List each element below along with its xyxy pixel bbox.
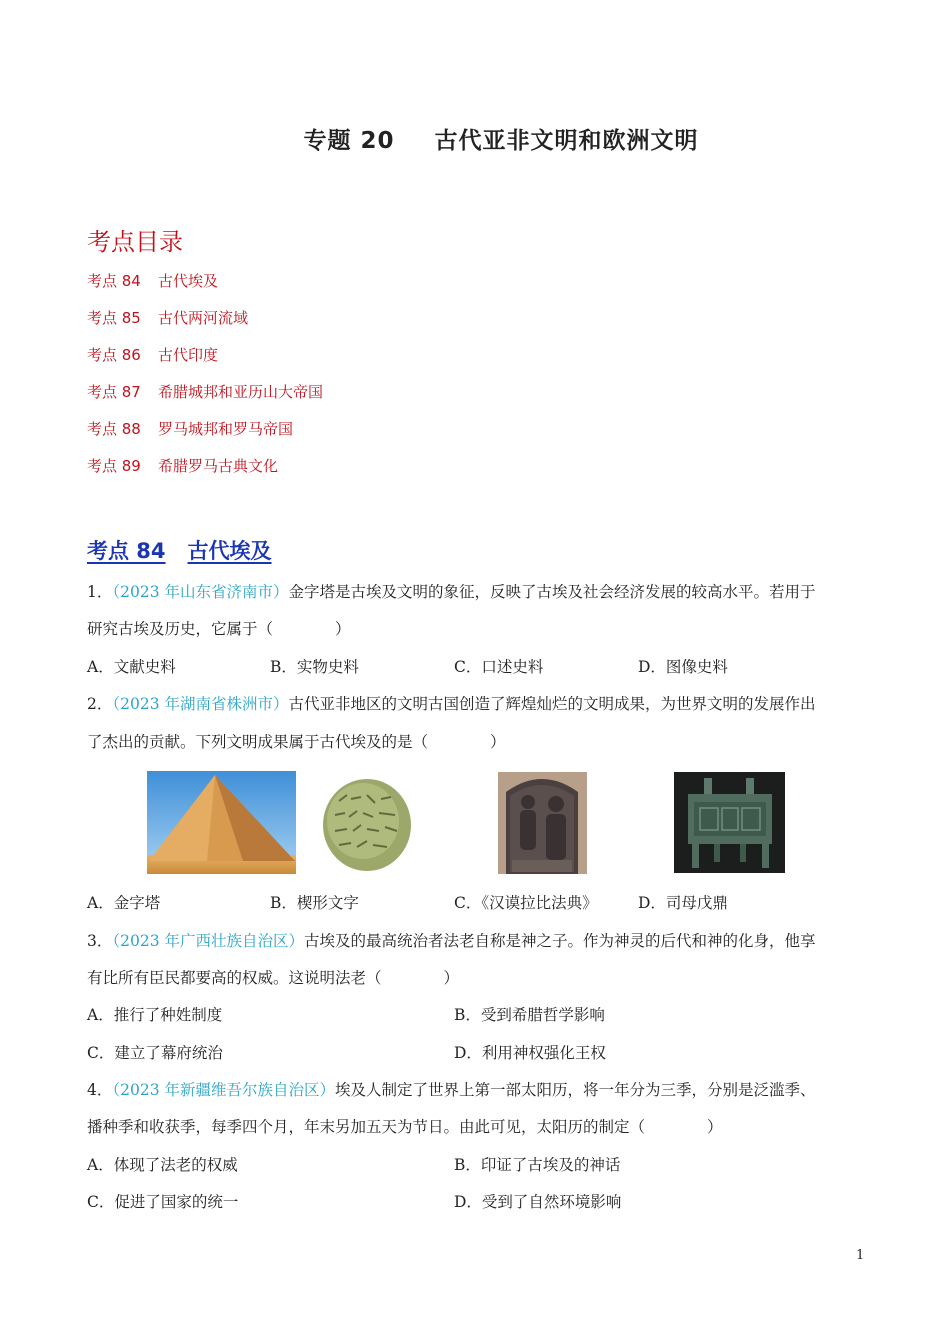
option-a[interactable]: A．文献史料: [87, 658, 176, 676]
toc-item[interactable]: 考点 86 古代印度: [87, 346, 219, 364]
question-1-line-1: 1．（2023 年山东省济南市）金字塔是古埃及文明的象征，反映了古埃及社会经济发展的较高水平。若用于: [87, 583, 816, 601]
option-d[interactable]: D．受到了自然环境影响: [454, 1193, 622, 1211]
option-b[interactable]: B．受到希腊哲学影响: [454, 1006, 605, 1024]
option-c[interactable]: C．口述史料: [454, 658, 544, 676]
page-title: [0, 122, 950, 155]
option-c[interactable]: C．《汉谟拉比法典》: [454, 894, 598, 912]
option-b[interactable]: B．楔形文字: [270, 894, 359, 912]
simuwu-ding-image: [674, 772, 785, 873]
option-a[interactable]: A．推行了种姓制度: [87, 1006, 223, 1024]
question-source: （2023 年山东省济南市）: [112, 583, 289, 601]
question-4-line-1: 4．（2023 年新疆维吾尔族自治区）埃及人制定了世界上第一部太阳历，将一年分为三季，分别是泛滥季、: [87, 1081, 816, 1099]
option-c[interactable]: C．建立了幕府统治: [87, 1044, 223, 1062]
option-d[interactable]: D．利用神权强化王权: [454, 1044, 606, 1062]
section-heading-link[interactable]: 考点 84 古代埃及: [87, 539, 272, 563]
option-b[interactable]: B．实物史料: [270, 658, 359, 676]
title-text: 古代亚非文明和欧洲文明: [434, 128, 699, 154]
toc-heading: 考点目录: [87, 228, 183, 256]
option-a[interactable]: A．体现了法老的权威: [87, 1156, 238, 1174]
question-source: （2023 年广西壮族自治区）: [112, 932, 304, 950]
question-source: （2023 年湖南省株洲市）: [112, 695, 289, 713]
question-source: （2023 年新疆维吾尔族自治区）: [112, 1081, 335, 1099]
toc-item[interactable]: 考点 88 罗马城邦和罗马帝国: [87, 420, 294, 438]
page-number: 1: [856, 1248, 865, 1263]
question-4-line-2: 播种季和收获季，每季四个月，年末另加五天为节日。由此可见，太阳历的制定（ ）: [87, 1118, 723, 1136]
toc-item[interactable]: 考点 85 古代两河流域: [87, 309, 249, 327]
toc-item[interactable]: 考点 87 希腊城邦和亚历山大帝国: [87, 383, 324, 401]
toc-list: [87, 270, 323, 492]
cuneiform-tablet-image: [317, 775, 416, 875]
pyramid-image: [147, 771, 296, 874]
option-d[interactable]: D．司母戊鼎: [638, 894, 728, 912]
option-a[interactable]: A．金字塔: [87, 894, 161, 912]
question-2-line-1: 2．（2023 年湖南省株洲市）古代亚非地区的文明古国创造了辉煌灿烂的文明成果，为世界文明的发展作出: [87, 695, 816, 713]
toc-item[interactable]: 考点 89 希腊罗马古典文化: [87, 457, 279, 475]
question-3-line-2: 有比所有臣民都要高的权威。这说明法老（ ）: [87, 969, 460, 987]
hammurabi-code-stele-image: [498, 772, 587, 874]
option-b[interactable]: B．印证了古埃及的神话: [454, 1156, 621, 1174]
option-c[interactable]: C．促进了国家的统一: [87, 1193, 239, 1211]
question-3-line-1: 3．（2023 年广西壮族自治区）古埃及的最高统治者法老自称是神之子。作为神灵的后代和神的化身，他享: [87, 932, 816, 950]
question-1-line-2: 研究古埃及历史，它属于（ ）: [87, 620, 351, 638]
title-number: 专题 20: [303, 128, 395, 154]
option-d[interactable]: D．图像史料: [638, 658, 728, 676]
question-2-line-2: 了杰出的贡献。下列文明成果属于古代埃及的是（ ）: [87, 733, 506, 751]
toc-item[interactable]: 考点 84 古代埃及: [87, 272, 219, 290]
